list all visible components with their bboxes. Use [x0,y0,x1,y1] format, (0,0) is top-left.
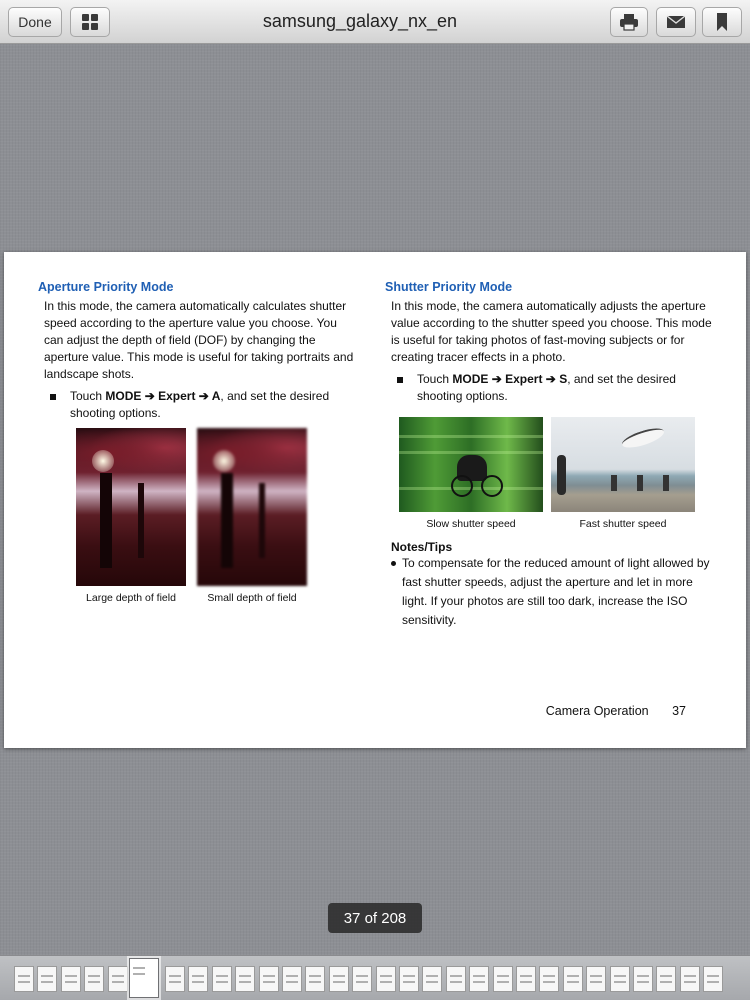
page-thumbnail[interactable] [586,966,606,992]
page-thumbnail[interactable] [680,966,700,992]
page-thumbnail[interactable] [259,966,279,992]
page-thumbnail[interactable] [282,966,302,992]
note-text: To compensate for the reduced amount of light allowed by fast shutter speeds, adjust the aperture and let in more light. If your photos are still too dark, increase the ISO sensitivity. [402,556,710,627]
page-thumbnail[interactable] [493,966,513,992]
page-thumbnail[interactable] [516,966,536,992]
shutter-bullet-text: Touch MODE ➔ Expert ➔ S, and set the desired shooting options. [417,372,676,403]
notes-title: Notes/Tips [391,540,453,554]
page-thumbnail[interactable] [212,966,232,992]
page-thumbnail[interactable] [305,966,325,992]
page-thumbnail[interactable] [376,966,396,992]
page-thumbnail[interactable] [352,966,372,992]
aperture-heading: Aperture Priority Mode [38,280,174,294]
page-thumbnail[interactable] [14,966,34,992]
grid-icon [82,14,98,30]
aperture-paragraph: In this mode, the camera automatically calculates shutter speed according to the aperture value you choose. You can adjust the depth of field (DOF) by changing the aperture value. This mode is useful for taking portraits and landscape shots. [44,299,354,381]
bullet-dot-icon [391,561,396,566]
bullet-square-icon [50,394,56,400]
right-column [385,280,715,630]
document-title: samsung_galaxy_nx_en [262,11,458,31]
left-column [38,280,358,604]
top-toolbar [0,0,750,44]
bookmark-button[interactable] [702,7,742,37]
aperture-figures [38,428,358,604]
page-thumbnail[interactable] [446,966,466,992]
page-thumbnail[interactable] [610,966,630,992]
footer-section: Camera Operation [545,704,649,718]
thumbnail-grid-button[interactable] [70,7,110,37]
shutter-bullet [385,371,715,405]
footer-page-number: 37 [672,704,686,718]
figure-slow-shutter [399,417,543,530]
caption-small-dof: Small depth of field [207,592,297,604]
figure-small-dof [197,428,307,604]
tree-photo-blurred [197,428,307,586]
aperture-bullet-text: Touch MODE ➔ Expert ➔ A, and set the desired shooting options. [70,389,330,420]
print-icon [619,13,639,31]
page-thumbnail[interactable] [703,966,723,992]
figure-large-dof [76,428,186,604]
thumbnail-strip[interactable] [0,955,750,1000]
caption-large-dof: Large depth of field [86,592,176,604]
seagull-photo [551,417,695,512]
figure-fast-shutter [551,417,695,530]
page-thumbnail[interactable] [108,966,128,992]
page-thumbnail[interactable] [656,966,676,992]
page-thumbnail[interactable] [469,966,489,992]
aperture-bullet [38,388,358,422]
page-thumbnail[interactable] [539,966,559,992]
page-thumbnail[interactable] [235,966,255,992]
shutter-figures [385,417,715,530]
cyclist-photo [399,417,543,512]
page-thumbnail[interactable] [61,966,81,992]
bookmark-icon [716,13,728,31]
page-thumbnail[interactable] [633,966,653,992]
page-thumbnail[interactable] [329,966,349,992]
caption-fast-shutter: Fast shutter speed [579,518,667,530]
shutter-heading: Shutter Priority Mode [385,280,513,294]
page-footer [546,704,686,718]
page-thumbnail[interactable] [399,966,419,992]
page-thumbnail[interactable] [422,966,442,992]
print-button[interactable] [610,7,648,37]
mail-button[interactable] [656,7,696,37]
mail-icon [666,15,686,29]
page-thumbnail[interactable] [129,958,159,998]
page-thumbnail[interactable] [188,966,208,992]
page-thumbnail[interactable] [37,966,57,992]
document-page[interactable] [4,252,746,748]
shutter-paragraph: In this mode, the camera automatically adjusts the aperture value according to the shutter speed you choose. This mode is useful for taking photos of fast-moving subjects or for creating tracer effects in a photo. [391,299,712,364]
tree-photo-sharp [76,428,186,586]
note-item [385,554,715,630]
page-thumbnail[interactable] [563,966,583,992]
bullet-square-icon [397,377,403,383]
done-button[interactable]: Done [8,7,62,37]
page-thumbnail[interactable] [84,966,104,992]
page-thumbnail[interactable] [165,966,185,992]
page-counter: 37 of 208 [328,903,422,933]
caption-slow-shutter: Slow shutter speed [426,518,516,530]
